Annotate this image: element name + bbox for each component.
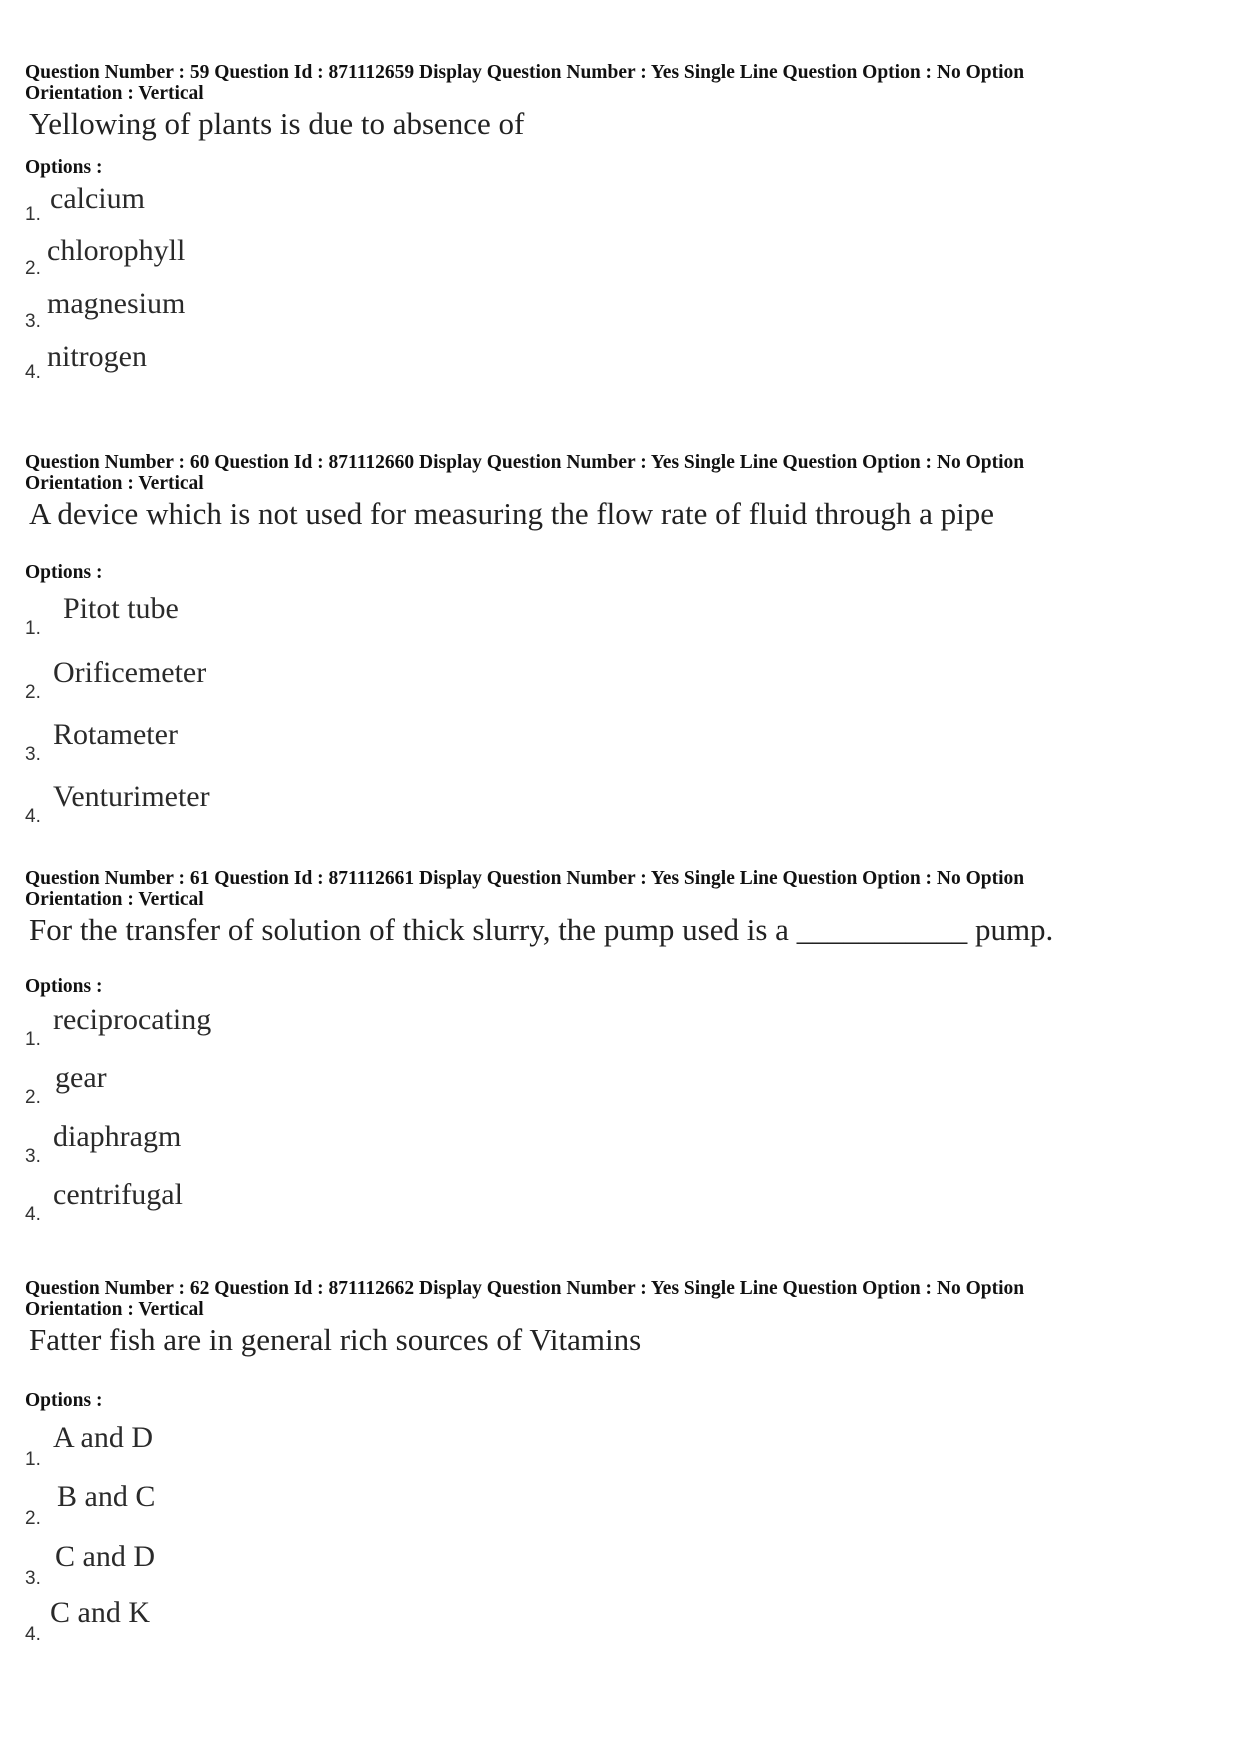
question-meta-line2: Orientation : Vertical <box>25 83 204 104</box>
option-3 <box>25 1120 625 1176</box>
option-number: 3. <box>25 744 41 765</box>
option-3 <box>25 1540 625 1596</box>
option-text: Orificemeter <box>53 656 207 689</box>
option-number: 4. <box>25 362 41 383</box>
option-4 <box>25 1596 625 1652</box>
option-number: 1. <box>25 204 41 225</box>
option-number: 3. <box>25 1568 41 1589</box>
question-meta <box>25 1278 1215 1320</box>
option-text: calcium <box>50 182 145 215</box>
option-text: C and D <box>55 1540 155 1573</box>
question-text: A device which is not used for measuring the flow rate of fluid through a pipe <box>29 496 995 531</box>
option-1 <box>25 1003 625 1059</box>
option-number: 3. <box>25 311 41 332</box>
option-1 <box>25 182 625 238</box>
option-2 <box>25 1480 625 1536</box>
option-2 <box>25 234 625 290</box>
option-number: 2. <box>25 258 41 279</box>
question-meta-line1: Question Number : 60 Question Id : 871112660 Display Question Number : Yes Single Line Question Option : No Option <box>25 452 1025 473</box>
option-1 <box>25 592 625 648</box>
option-number: 4. <box>25 1204 41 1225</box>
question-meta-line2: Orientation : Vertical <box>25 889 204 910</box>
options-label: Options : <box>25 562 103 583</box>
option-number: 1. <box>25 618 41 639</box>
question-meta <box>25 868 1215 910</box>
option-text: Venturimeter <box>53 780 210 813</box>
option-2 <box>25 656 625 712</box>
option-3 <box>25 287 625 343</box>
option-number: 4. <box>25 1624 41 1645</box>
question-meta <box>25 452 1215 494</box>
question-text: Yellowing of plants is due to absence of <box>29 106 525 141</box>
option-text: reciprocating <box>53 1003 212 1036</box>
question-text: Fatter fish are in general rich sources of Vitamins <box>29 1322 642 1357</box>
question-59 <box>25 62 1215 383</box>
option-text: Pitot tube <box>63 592 179 625</box>
option-text: B and C <box>57 1480 156 1513</box>
option-number: 2. <box>25 682 41 703</box>
option-number: 1. <box>25 1449 41 1470</box>
question-meta-line2: Orientation : Vertical <box>25 1299 204 1320</box>
option-number: 4. <box>25 806 41 827</box>
options-label: Options : <box>25 157 103 178</box>
option-text: magnesium <box>47 287 186 320</box>
option-text: gear <box>55 1061 107 1094</box>
question-meta-line1: Question Number : 59 Question Id : 871112659 Display Question Number : Yes Single Line Question Option : No Option <box>25 62 1025 83</box>
question-60 <box>25 452 1215 827</box>
option-text: diaphragm <box>53 1120 182 1153</box>
question-meta-line1: Question Number : 62 Question Id : 871112662 Display Question Number : Yes Single Line Question Option : No Option <box>25 1278 1025 1299</box>
option-text: nitrogen <box>47 340 147 373</box>
option-text: centrifugal <box>53 1178 183 1211</box>
question-meta-line1: Question Number : 61 Question Id : 871112661 Display Question Number : Yes Single Line Question Option : No Option <box>25 868 1025 889</box>
options-label: Options : <box>25 1390 103 1411</box>
option-number: 1. <box>25 1029 41 1050</box>
option-number: 3. <box>25 1146 41 1167</box>
question-text: For the transfer of solution of thick slurry, the pump used is a ___________ pump. <box>29 912 1054 947</box>
option-text: A and D <box>53 1421 153 1454</box>
question-62 <box>25 1278 1215 1645</box>
option-4 <box>25 340 625 396</box>
option-text: Rotameter <box>53 718 178 751</box>
option-1 <box>25 1421 625 1477</box>
question-61 <box>25 868 1215 1225</box>
option-4 <box>25 1178 625 1234</box>
option-text: chlorophyll <box>47 234 186 267</box>
option-number: 2. <box>25 1508 41 1529</box>
question-meta-line2: Orientation : Vertical <box>25 473 204 494</box>
option-3 <box>25 718 625 774</box>
options-label: Options : <box>25 976 103 997</box>
option-2 <box>25 1061 625 1117</box>
option-4 <box>25 780 625 836</box>
question-meta <box>25 62 1215 104</box>
option-text: C and K <box>50 1596 150 1629</box>
option-number: 2. <box>25 1087 41 1108</box>
